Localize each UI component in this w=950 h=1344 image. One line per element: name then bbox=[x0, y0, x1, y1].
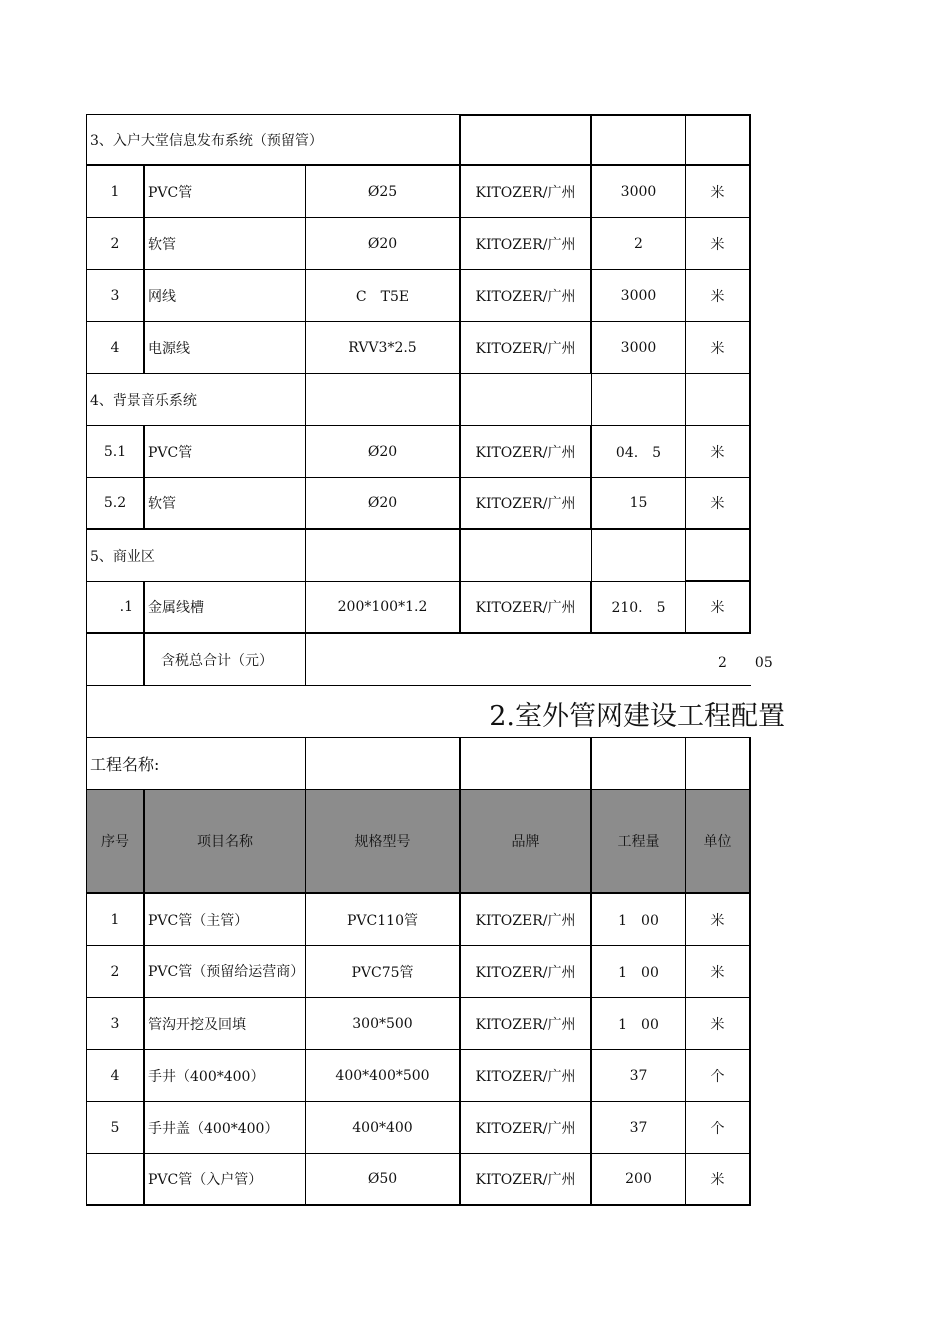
item-name-cell: 软管 bbox=[145, 218, 306, 270]
spreadsheet bbox=[86, 114, 785, 1206]
total-row bbox=[86, 634, 773, 686]
qty-cell: 200 bbox=[592, 1154, 686, 1206]
qty-cell: 1 00 bbox=[592, 894, 686, 946]
item-name-cell: 手井盖（400*400） bbox=[145, 1102, 306, 1154]
qty-cell: 37 bbox=[592, 1102, 686, 1154]
item-name-cell: 网线 bbox=[145, 270, 306, 322]
item-name-cell: 管沟开挖及回填 bbox=[145, 998, 306, 1050]
item-name-cell: PVC管（预留给运营商） bbox=[145, 946, 306, 998]
brand-cell: KITOZER/广州 bbox=[461, 1154, 592, 1206]
empty-cell bbox=[686, 530, 751, 582]
outdoor-title-row bbox=[86, 686, 785, 738]
qty-cell: 2 bbox=[592, 218, 686, 270]
spec-cell: 400*400 bbox=[306, 1102, 461, 1154]
table-row bbox=[86, 1154, 751, 1206]
seq-cell: 1 bbox=[86, 894, 145, 946]
header-brand: 品牌 bbox=[461, 790, 592, 894]
qty-cell: 1 00 bbox=[592, 998, 686, 1050]
empty-cell bbox=[592, 374, 686, 426]
empty-cell bbox=[686, 374, 751, 426]
empty-cell bbox=[86, 634, 145, 686]
table-row bbox=[86, 218, 751, 270]
table-row bbox=[86, 946, 751, 998]
spec-cell: PVC110管 bbox=[306, 894, 461, 946]
unit-cell: 个 bbox=[686, 1102, 751, 1154]
brand-cell: KITOZER/广州 bbox=[461, 218, 592, 270]
section-title-row bbox=[86, 374, 751, 426]
seq-cell: 5.2 bbox=[86, 478, 145, 530]
table-header-row bbox=[86, 790, 751, 894]
empty-cell bbox=[592, 530, 686, 582]
seq-cell bbox=[86, 1154, 145, 1206]
brand-cell: KITOZER/广州 bbox=[461, 166, 592, 218]
section-title-row bbox=[86, 114, 751, 166]
project-name-row bbox=[86, 738, 751, 790]
table-row bbox=[86, 894, 751, 946]
section-title: 5、商业区 bbox=[86, 530, 306, 582]
unit-cell: 米 bbox=[686, 998, 751, 1050]
unit-cell: 米 bbox=[686, 166, 751, 218]
item-name-cell: PVC管 bbox=[145, 426, 306, 478]
unit-cell: 米 bbox=[686, 426, 751, 478]
qty-cell: 04. 5 bbox=[592, 426, 686, 478]
empty-cell bbox=[592, 114, 686, 166]
spec-cell: RVV3*2.5 bbox=[306, 322, 461, 374]
table-row bbox=[86, 478, 751, 530]
brand-cell: KITOZER/广州 bbox=[461, 270, 592, 322]
spec-cell: 200*100*1.2 bbox=[306, 582, 461, 634]
spec-cell: Ø20 bbox=[306, 218, 461, 270]
seq-cell: 3 bbox=[86, 998, 145, 1050]
unit-cell: 米 bbox=[686, 478, 751, 530]
seq-cell: 1 bbox=[86, 166, 145, 218]
unit-cell: 米 bbox=[686, 894, 751, 946]
unit-cell: 米 bbox=[686, 270, 751, 322]
seq-cell: 4 bbox=[86, 1050, 145, 1102]
table-row bbox=[86, 322, 751, 374]
item-name-cell: PVC管 bbox=[145, 166, 306, 218]
seq-cell: .1 bbox=[86, 582, 145, 634]
qty-cell: 3000 bbox=[592, 322, 686, 374]
header-qty: 工程量 bbox=[592, 790, 686, 894]
item-name-cell: PVC管（入户管） bbox=[145, 1154, 306, 1206]
seq-cell: 2 bbox=[86, 218, 145, 270]
unit-cell: 米 bbox=[686, 218, 751, 270]
unit-cell: 个 bbox=[686, 1050, 751, 1102]
seq-cell: 5.1 bbox=[86, 426, 145, 478]
brand-cell: KITOZER/广州 bbox=[461, 998, 592, 1050]
table-row bbox=[86, 582, 751, 634]
total-label: 含税总合计（元） bbox=[145, 634, 306, 686]
spec-cell: 300*500 bbox=[306, 998, 461, 1050]
qty-cell: 210. 5 bbox=[592, 582, 686, 634]
total-value-area bbox=[306, 634, 751, 686]
table-row bbox=[86, 166, 751, 218]
header-seq: 序号 bbox=[86, 790, 145, 894]
seq-cell: 2 bbox=[86, 946, 145, 998]
total-value: 2 05 bbox=[718, 655, 773, 671]
empty-cell bbox=[306, 530, 461, 582]
brand-cell: KITOZER/广州 bbox=[461, 478, 592, 530]
qty-cell: 1 00 bbox=[592, 946, 686, 998]
spec-cell: Ø20 bbox=[306, 426, 461, 478]
empty-cell bbox=[461, 114, 592, 166]
brand-cell: KITOZER/广州 bbox=[461, 426, 592, 478]
brand-cell: KITOZER/广州 bbox=[461, 582, 592, 634]
table-row bbox=[86, 426, 751, 478]
header-spec: 规格型号 bbox=[306, 790, 461, 894]
section-title-row bbox=[86, 530, 751, 582]
empty-cell bbox=[686, 114, 751, 166]
empty-cell bbox=[461, 738, 592, 790]
qty-cell: 3000 bbox=[592, 270, 686, 322]
section-title: 4、背景音乐系统 bbox=[86, 374, 306, 426]
unit-cell: 米 bbox=[686, 1154, 751, 1206]
empty-cell bbox=[306, 738, 461, 790]
empty-cell bbox=[461, 374, 592, 426]
empty-cell bbox=[306, 374, 461, 426]
spec-cell: PVC75管 bbox=[306, 946, 461, 998]
qty-cell: 37 bbox=[592, 1050, 686, 1102]
seq-cell: 4 bbox=[86, 322, 145, 374]
header-name: 项目名称 bbox=[145, 790, 306, 894]
item-name-cell: 金属线槽 bbox=[145, 582, 306, 634]
item-name-cell: 软管 bbox=[145, 478, 306, 530]
table-row bbox=[86, 998, 751, 1050]
unit-cell: 米 bbox=[686, 946, 751, 998]
spec-cell: Ø20 bbox=[306, 478, 461, 530]
project-name-label: 工程名称: bbox=[86, 738, 306, 790]
outdoor-section-title: 2.室外管网建设工程配置 bbox=[489, 701, 785, 732]
brand-cell: KITOZER/广州 bbox=[461, 1050, 592, 1102]
item-name-cell: 电源线 bbox=[145, 322, 306, 374]
table-row bbox=[86, 270, 751, 322]
brand-cell: KITOZER/广州 bbox=[461, 1102, 592, 1154]
empty-cell bbox=[686, 738, 751, 790]
unit-cell: 米 bbox=[686, 582, 751, 634]
spec-cell: C T5E bbox=[306, 270, 461, 322]
empty-cell bbox=[461, 530, 592, 582]
item-name-cell: 手井（400*400） bbox=[145, 1050, 306, 1102]
table-row bbox=[86, 1102, 751, 1154]
spec-cell: Ø50 bbox=[306, 1154, 461, 1206]
qty-cell: 3000 bbox=[592, 166, 686, 218]
unit-cell: 米 bbox=[686, 322, 751, 374]
header-unit: 单位 bbox=[686, 790, 751, 894]
spec-cell: 400*400*500 bbox=[306, 1050, 461, 1102]
table-row bbox=[86, 1050, 751, 1102]
qty-cell: 15 bbox=[592, 478, 686, 530]
brand-cell: KITOZER/广州 bbox=[461, 946, 592, 998]
brand-cell: KITOZER/广州 bbox=[461, 322, 592, 374]
spec-cell: Ø25 bbox=[306, 166, 461, 218]
section-title: 3、入户大堂信息发布系统（预留管） bbox=[86, 114, 461, 166]
seq-cell: 3 bbox=[86, 270, 145, 322]
brand-cell: KITOZER/广州 bbox=[461, 894, 592, 946]
item-name-cell: PVC管（主管） bbox=[145, 894, 306, 946]
seq-cell: 5 bbox=[86, 1102, 145, 1154]
top-border bbox=[86, 114, 461, 115]
empty-cell bbox=[592, 738, 686, 790]
